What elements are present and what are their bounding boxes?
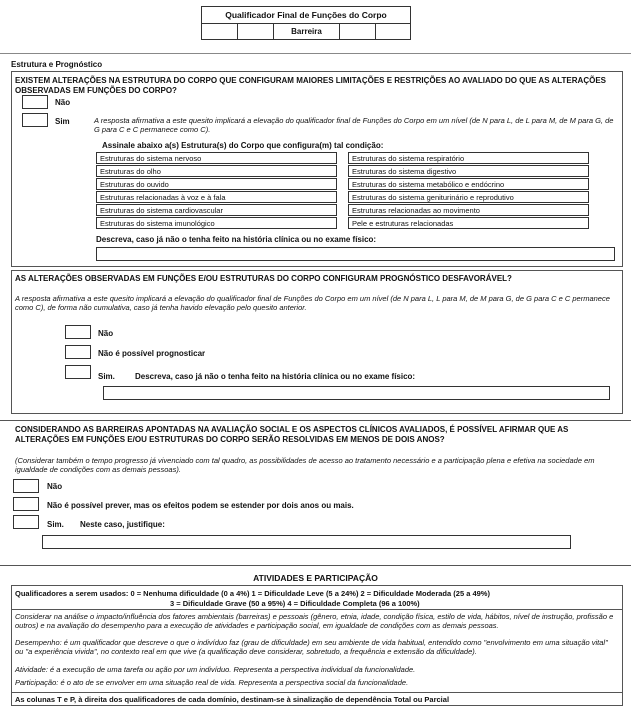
- structure-no-label: Não: [55, 98, 71, 107]
- prognosis-question: AS ALTERAÇÕES OBSERVADAS EM FUNÇÕES E/OU ESTRUTURAS DO CORPO CONFIGURAM PROGNÓSTICO DESFAVORÁVEL?: [15, 274, 512, 283]
- barriers-no-checkbox[interactable]: [13, 479, 39, 493]
- activities-footer: As colunas T e P, à direita dos qualificadores de cada domínio, destinam-se à sinalização de dependência Total ou Parcial: [15, 695, 450, 704]
- structure-describe-input[interactable]: [96, 247, 615, 261]
- header-cell[interactable]: [376, 24, 410, 40]
- barriers-yes-justify: Neste caso, justifique:: [80, 520, 165, 529]
- structure-describe-label: Descreva, caso já não o tenha feito na história clínica ou no exame físico:: [96, 235, 377, 244]
- divider: [11, 692, 623, 693]
- activities-qualifiers-line2: 3 = Dificuldade Grave (50 a 95%) 4 = Dificuldade Completa (96 a 100%): [170, 599, 420, 608]
- structure-yes-checkbox[interactable]: [22, 113, 48, 127]
- activities-paragraph-3: Atividade: é a execução de uma tarefa ou ação por um indivíduo. Representa a perspectiva individual da funcionalidade.: [15, 665, 416, 674]
- barriers-yes-checkbox[interactable]: [13, 515, 39, 529]
- section-title: Estrutura e Prognóstico: [11, 60, 103, 69]
- structure-option-right[interactable]: Estruturas do sistema geniturinário e reprodutivo: [348, 191, 589, 203]
- structure-question: EXISTEM ALTERAÇÕES NA ESTRUTURA DO CORPO QUE CONFIGURAM MAIORES LIMITAÇÕES E RESTRIÇÕES AO AVALIADO DO QUE AS ALTERAÇÕES OBSERVADAS EM FUNÇÕES DO CORPO?: [15, 76, 606, 95]
- header-title: Qualificador Final de Funções do Corpo: [202, 7, 410, 24]
- prognosis-no-checkbox[interactable]: [65, 325, 91, 339]
- activities-qualifiers-line1: Qualificadores a serem usados: 0 = Nenhuma dificuldade (0 a 4%) 1 = Dificuldade Leve (5 a 24%) 2 = Dificuldade Moderada (25 a 49%): [15, 589, 490, 598]
- structure-option-left[interactable]: Estruturas do sistema nervoso: [96, 152, 337, 164]
- barriers-question: CONSIDERANDO AS BARREIRAS APONTADAS NA AVALIAÇÃO SOCIAL E OS ASPECTOS CLÍNICOS AVALIADOS, É POSSÍVEL AFIRMAR QUE AS ALTERAÇÕES EM FUNÇÕES E/OU ESTRUTURAS DO CORPO SERÃO RESOLVIDAS EM MENOS DE DOIS ANOS?: [15, 425, 569, 444]
- structure-option-right[interactable]: Estruturas relacionadas ao movimento: [348, 204, 589, 216]
- header-cell[interactable]: [340, 24, 376, 40]
- structure-option-left[interactable]: Estruturas do sistema imunológico: [96, 217, 337, 229]
- prognosis-yes-checkbox[interactable]: [65, 365, 91, 379]
- structure-option-left[interactable]: Estruturas do ouvido: [96, 178, 337, 190]
- prognosis-impossible-checkbox[interactable]: [65, 345, 91, 359]
- structure-no-checkbox[interactable]: [22, 95, 48, 109]
- activities-paragraph-4: Participação: é o ato de se envolver em uma situação real de vida. Representa a perspectiva social da funcionalidade.: [15, 678, 409, 687]
- prognosis-yes-label: Sim.: [98, 372, 115, 381]
- header-barrier-label: Barreira: [274, 24, 340, 40]
- structure-option-left[interactable]: Estruturas do olho: [96, 165, 337, 177]
- header-cell[interactable]: [202, 24, 238, 40]
- structure-table-heading: Assinale abaixo a(s) Estrutura(s) do Corpo que configura(m) tal condição:: [102, 141, 384, 150]
- structure-yes-note: A resposta afirmativa a este quesito implicará a elevação do qualificador final de Funções do Corpo em um nível (de N para L, de L para M, de M para G, de G para C e C permanece como C).: [94, 116, 614, 134]
- structure-option-left[interactable]: Estruturas do sistema cardiovascular: [96, 204, 337, 216]
- structure-option-right[interactable]: Estruturas do sistema metabólico e endócrino: [348, 178, 589, 190]
- prognosis-describe-input[interactable]: [103, 386, 610, 400]
- prognosis-note: A resposta afirmativa a este quesito implicará a elevação do qualificador final de Funções do Corpo em um nível (de N para L, L para M, de M para G, de G para C e C permanece como C), de forma não cumulativa, caso já tenha havido elevação pelo quesito anterior.: [15, 294, 610, 312]
- structure-option-left[interactable]: Estruturas relacionadas à voz e à fala: [96, 191, 337, 203]
- prognosis-yes-describe: Descreva, caso já não o tenha feito na história clínica ou no exame físico:: [135, 372, 416, 381]
- barriers-note: (Considerar também o tempo progresso já vivenciado com tal quadro, as possibilidades de acesso ao tratamento necessário e a participação plena e efetiva na sociedade em igualdade de condições com as demais pessoas).: [15, 456, 595, 474]
- barriers-yes-label: Sim.: [47, 520, 64, 529]
- divider: [0, 53, 631, 54]
- structure-option-right[interactable]: Pele e estruturas relacionadas: [348, 217, 589, 229]
- activities-paragraph-2: Desempenho: é um qualificador que descreve o que o indivíduo faz (grau de dificuldade) em seu ambiente de vida habitual, entendido como "envolvimento em uma situação vital" ou "a experiência vivida", no contexto real em que vive (a qualificação deve considerar, sobretudo, a frequência e extensão da dificuldade).: [15, 638, 608, 656]
- barriers-extend-label: Não é possível prever, mas os efeitos podem se estender por dois anos ou mais.: [47, 501, 354, 510]
- prognosis-no-label: Não: [98, 329, 114, 338]
- barriers-justify-input[interactable]: [42, 535, 571, 549]
- activities-paragraph-1: Considerar na análise o impacto/influência dos fatores ambientais (barreiras) e pessoais (gênero, etnia, idade, condição física, estilo de vida, hábitos, nível de instrução, profissão e outros) e na avaliação do desempenho para a execução de atividades e participação social, em igualdade de condições com as demais pessoas.: [15, 612, 614, 630]
- activities-title: ATIVIDADES E PARTICIPAÇÃO: [253, 573, 378, 583]
- qualifier-header: [201, 6, 411, 40]
- divider: [11, 609, 623, 610]
- barriers-extend-checkbox[interactable]: [13, 497, 39, 511]
- header-cell[interactable]: [238, 24, 274, 40]
- prognosis-impossible-label: Não é possível prognosticar: [98, 349, 206, 358]
- structure-option-right[interactable]: Estruturas do sistema respiratório: [348, 152, 589, 164]
- structure-option-right[interactable]: Estruturas do sistema digestivo: [348, 165, 589, 177]
- structure-yes-label: Sim: [55, 117, 70, 126]
- barriers-no-label: Não: [47, 482, 63, 491]
- header-row: [202, 24, 410, 40]
